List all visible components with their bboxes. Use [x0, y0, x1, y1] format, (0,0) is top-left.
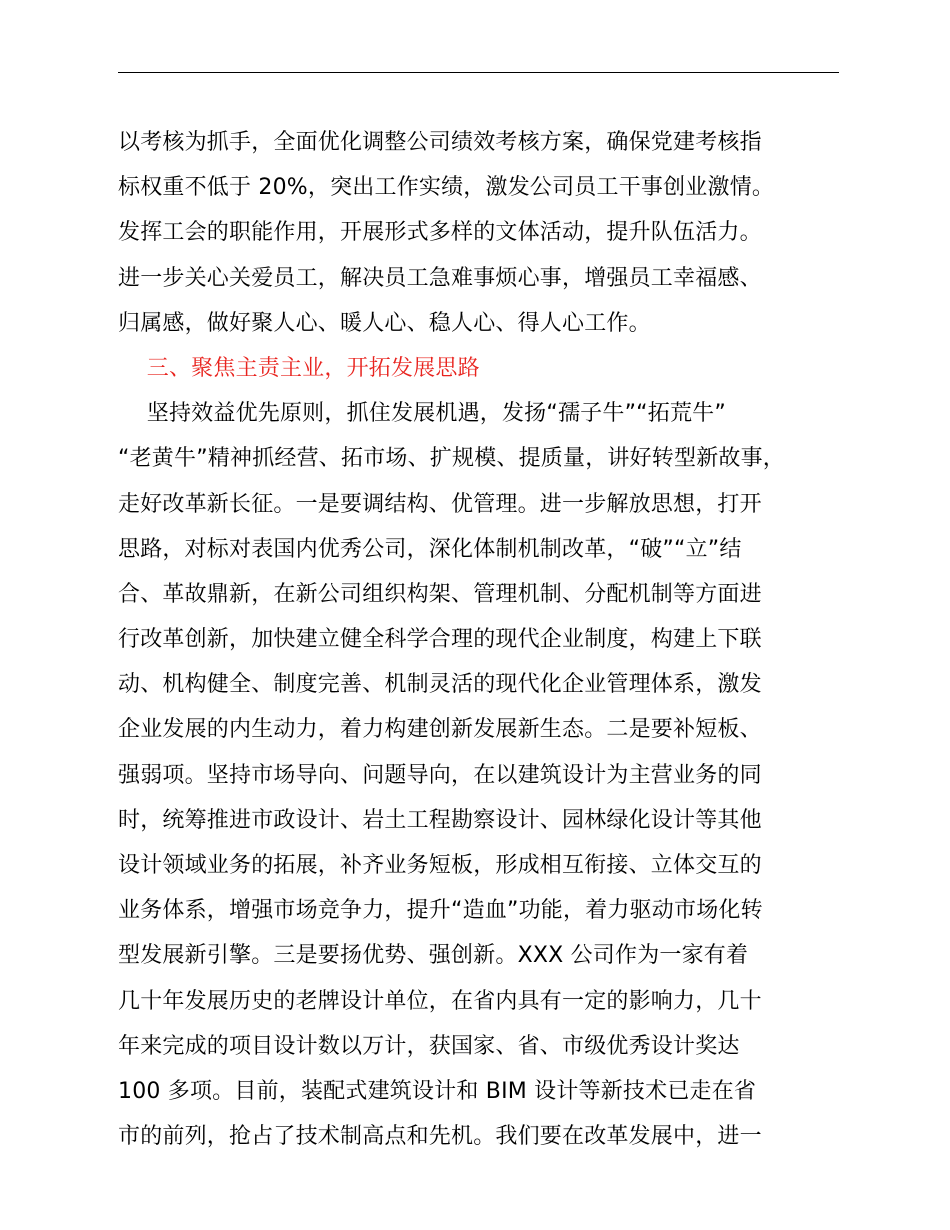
- text-line: 年来完成的项目设计数以万计，获国家、省、市级优秀设计奖达: [118, 1033, 740, 1059]
- text-line: 100 多项。目前，装配式建筑设计和 BIM 设计等新技术已走在省: [118, 1078, 757, 1104]
- text-line: 走好改革新长征。一是要调结构、优管理。进一步解放思想，打开: [118, 491, 762, 517]
- text-line: 归属感，做好聚人心、暖人心、稳人心、得人心工作。: [118, 310, 651, 336]
- text-line: 动、机构健全、制度完善、机制灵活的现代化企业管理体系，激发: [118, 672, 762, 698]
- header-rule: [118, 72, 839, 73]
- document-body: [118, 120, 878, 1159]
- text-line: 企业发展的内生动力，着力构建创新发展新生态。二是要补短板、: [118, 717, 762, 743]
- text-line: 坚持效益优先原则，抓住发展机遇，发扬“孺子牛”“拓荒牛”: [118, 401, 726, 427]
- text-line: 时，统筹推进市政设计、岩土工程勘察设计、园林绿化设计等其他: [118, 807, 762, 833]
- text-line: 进一步关心关爱员工，解决员工急难事烦心事，增强员工幸福感、: [118, 265, 762, 291]
- text-line: 设计领域业务的拓展，补齐业务短板，形成相互衔接、立体交互的: [118, 853, 762, 878]
- section-heading: 三、聚焦主责主业，开拓发展思路: [118, 355, 480, 381]
- text-line: 发挥工会的职能作用，开展形式多样的文体活动，提升队伍活力。: [118, 220, 762, 246]
- text-line: “老黄牛”精神抓经营、拓市场、扩规模、提质量，讲好转型新故事，: [118, 446, 785, 472]
- text-line: 强弱项。坚持市场导向、问题导向，在以建筑设计为主营业务的同: [118, 762, 762, 788]
- text-line: 市的前列，抢占了技术制高点和先机。我们要在改革发展中，进一: [118, 1124, 762, 1150]
- text-line: 以考核为抓手，全面优化调整公司绩效考核方案，确保党建考核指: [118, 130, 762, 155]
- text-line: 业务体系，增强市场竞争力，提升“造血”功能，着力驱动市场化转: [118, 898, 763, 924]
- text-line: 标权重不低于 20%，突出工作实绩，激发公司员工干事创业激情。: [118, 175, 775, 201]
- text-line: 合、革故鼎新，在新公司组织构架、管理机制、分配机制等方面进: [118, 581, 762, 607]
- text-line: 几十年发展历史的老牌设计单位，在省内具有一定的影响力，几十: [118, 988, 762, 1014]
- text-line: 型发展新引擎。三是要扬优势、强创新。XXX 公司作为一家有着: [118, 943, 749, 969]
- text-line: 行改革创新，加快建立健全科学合理的现代企业制度，构建上下联: [118, 627, 762, 653]
- text-line: 思路，对标对表国内优秀公司，深化体制机制改革，“破”“立”结: [118, 536, 742, 562]
